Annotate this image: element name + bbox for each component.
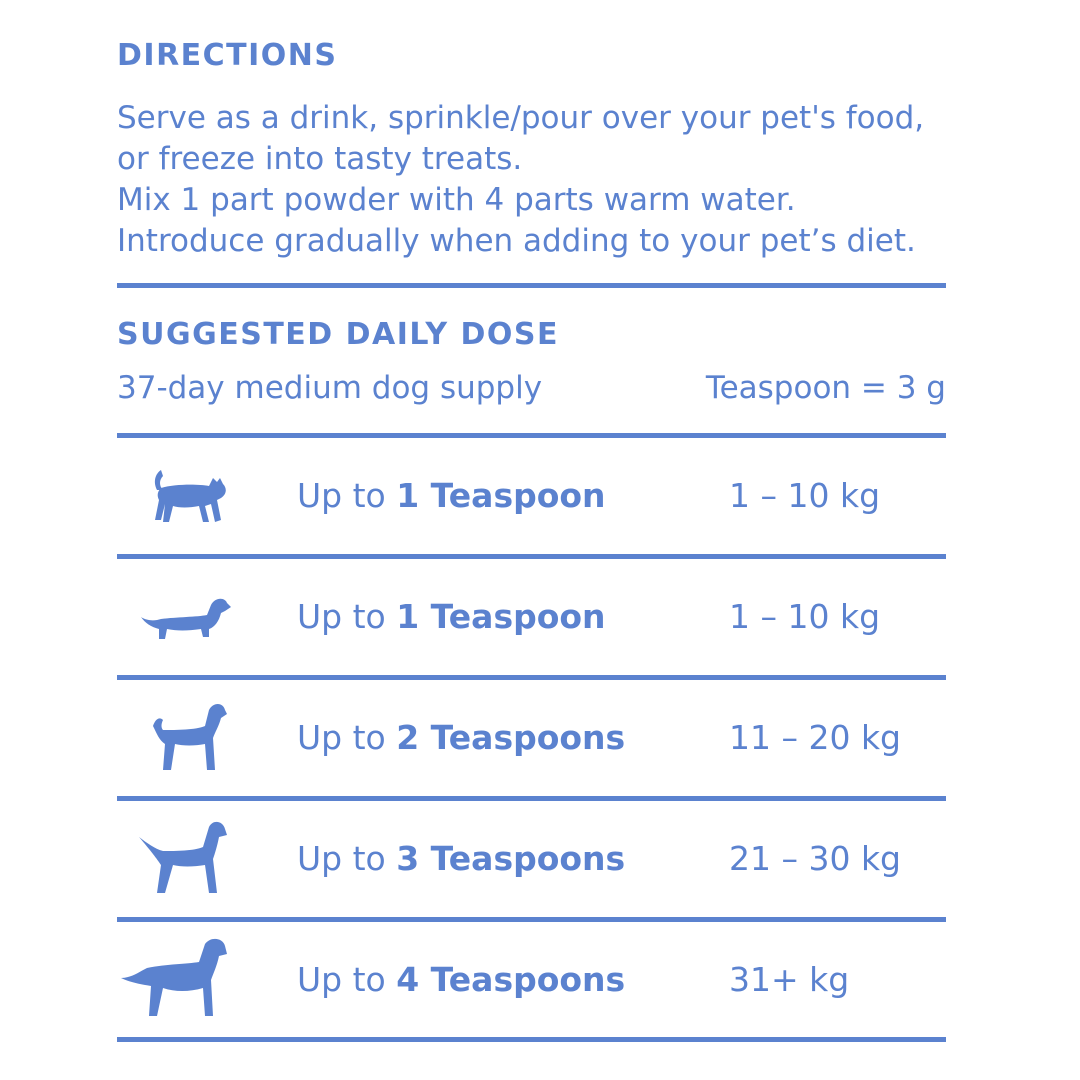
weight-range: 1 – 10 kg	[729, 597, 881, 636]
amount-prefix: Up to	[297, 718, 397, 757]
dose-row-dachshund	[117, 559, 946, 675]
directions-heading: DIRECTIONS	[117, 38, 338, 73]
dose-amount	[297, 559, 606, 675]
weight-range: 31+ kg	[729, 960, 850, 999]
large-dog-icon	[117, 922, 237, 1038]
dose-amount	[297, 680, 625, 796]
amount-prefix: Up to	[297, 476, 397, 515]
divider	[117, 1037, 946, 1042]
supply-row	[117, 367, 946, 409]
dose-amount	[297, 922, 625, 1038]
dose-row-small-dog	[117, 680, 946, 796]
dose-row-cat	[117, 438, 946, 554]
directions-line: Serve as a drink, sprinkle/pour over your pet's food,	[117, 100, 925, 136]
directions-line: Mix 1 part powder with 4 parts warm water.	[117, 182, 796, 218]
amount-value: 1 Teaspoon	[396, 476, 606, 515]
amount-value: 4 Teaspoons	[396, 960, 626, 999]
dose-amount	[297, 438, 606, 554]
amount-value: 2 Teaspoons	[396, 718, 626, 757]
weight-range: 21 – 30 kg	[729, 839, 902, 878]
directions-text	[117, 98, 977, 262]
dose-amount	[297, 801, 625, 917]
conversion-text: Teaspoon = 3 g	[705, 370, 946, 406]
amount-prefix: Up to	[297, 960, 397, 999]
weight-range: 11 – 20 kg	[729, 718, 902, 757]
supply-text: 37-day medium dog supply	[117, 370, 543, 406]
weight-range: 1 – 10 kg	[729, 476, 881, 515]
amount-value: 3 Teaspoons	[396, 839, 626, 878]
directions-line: or freeze into tasty treats.	[117, 141, 523, 177]
dose-row-large-dog	[117, 922, 946, 1038]
amount-prefix: Up to	[297, 839, 397, 878]
amount-prefix: Up to	[297, 597, 397, 636]
dachshund-icon	[117, 559, 237, 675]
dose-row-medium-dog	[117, 801, 946, 917]
directions-line: Introduce gradually when adding to your pet’s diet.	[117, 223, 916, 259]
small-dog-icon	[117, 680, 237, 796]
amount-value: 1 Teaspoon	[396, 597, 606, 636]
medium-dog-icon	[117, 801, 237, 917]
cat-icon	[117, 438, 237, 554]
dose-heading: SUGGESTED DAILY DOSE	[117, 317, 560, 352]
divider	[117, 283, 946, 288]
